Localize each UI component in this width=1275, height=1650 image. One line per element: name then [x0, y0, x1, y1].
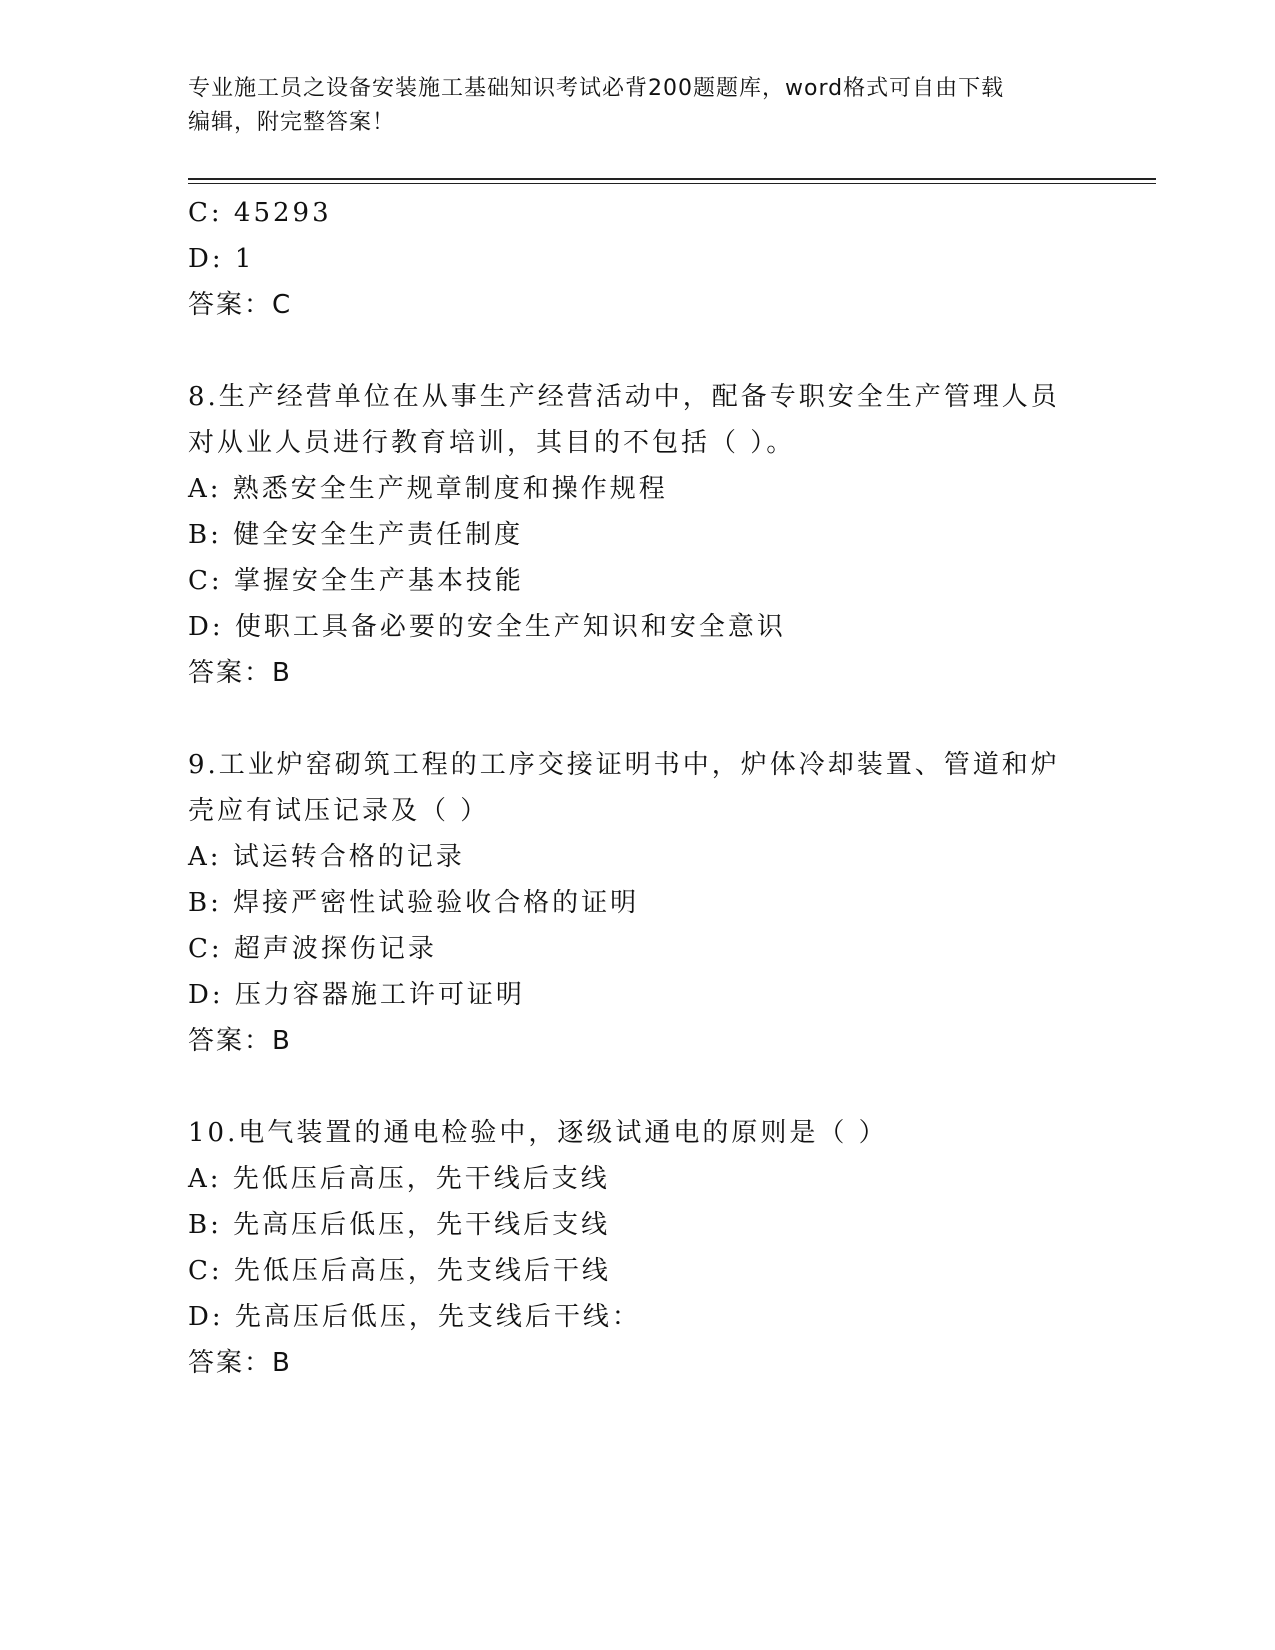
option-d: D: 1: [188, 244, 255, 274]
question-stem: 10.电气装置的通电检验中，逐级试通电的原则是（ ）: [188, 1118, 888, 1148]
header-divider-thin: [188, 183, 1156, 184]
option-b: B: 健全安全生产责任制度: [188, 520, 524, 550]
question-10: [188, 1110, 1088, 1386]
option-b: B: 焊接严密性试验验收合格的证明: [188, 888, 640, 918]
document-header: [188, 72, 1068, 140]
option-d: D: 先高压后低压，先支线后干线：: [188, 1302, 641, 1332]
question-stem: 8.生产经营单位在从事生产经营活动中，配备专职安全生产管理人员: [188, 382, 1060, 412]
question-7-tail: [188, 190, 1088, 328]
spacer: [188, 696, 1088, 742]
option-b: B: 先高压后低压，先干线后支线: [188, 1210, 611, 1240]
option-d: D: 压力容器施工许可证明: [188, 980, 525, 1010]
spacer: [188, 328, 1088, 374]
question-list: [188, 190, 1088, 1386]
option-c: C: 先低压后高压，先支线后干线: [188, 1256, 611, 1286]
question-9: [188, 742, 1088, 1064]
question-stem: 9.工业炉窑砌筑工程的工序交接证明书中，炉体冷却装置、管道和炉: [188, 750, 1060, 780]
answer-label: 答案：B: [188, 658, 292, 688]
option-a: A: 先低压后高压，先干线后支线: [188, 1164, 610, 1194]
option-c: C: 45293: [188, 198, 332, 228]
option-a: A: 熟悉安全生产规章制度和操作规程: [188, 474, 668, 504]
question-stem: 对从业人员进行教育培训，其目的不包括（ ）。: [188, 428, 796, 458]
option-a: A: 试运转合格的记录: [188, 842, 465, 872]
option-d: D: 使职工具备必要的安全生产知识和安全意识: [188, 612, 786, 642]
spacer: [188, 1064, 1088, 1110]
answer-label: 答案：C: [188, 290, 293, 320]
option-c: C: 掌握安全生产基本技能: [188, 566, 524, 596]
header-title-line2: 编辑，附完整答案！: [188, 110, 396, 135]
option-c: C: 超声波探伤记录: [188, 934, 437, 964]
answer-label: 答案：B: [188, 1026, 292, 1056]
question-8: [188, 374, 1088, 696]
question-stem: 壳应有试压记录及（ ）: [188, 796, 490, 826]
header-title-line1: 专业施工员之设备安装施工基础知识考试必背200题题库，word格式可自由下载: [188, 76, 1005, 101]
header-divider-thick: [188, 178, 1156, 180]
answer-label: 答案：B: [188, 1348, 292, 1378]
